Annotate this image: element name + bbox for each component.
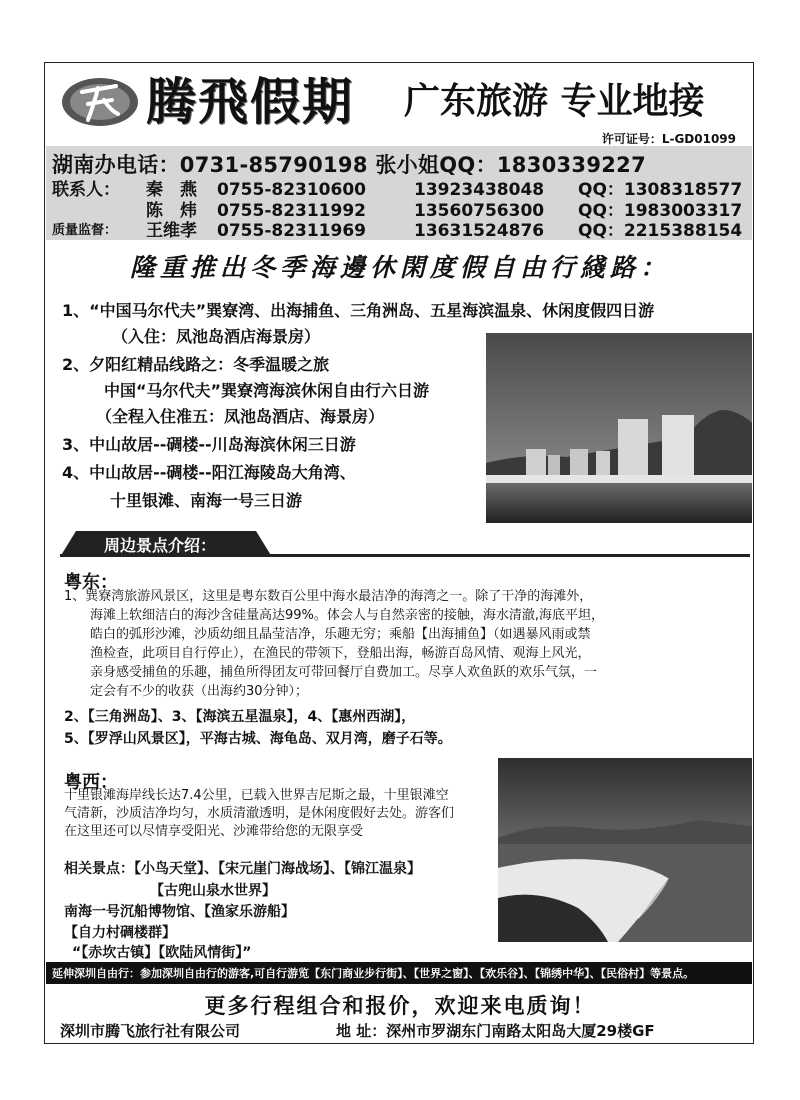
hunan-office-phone: 湖南办电话：0731-85790198 张小姐QQ：1830339227 — [52, 153, 646, 177]
contact-tel: 0755-82311969 — [217, 221, 366, 241]
call-to-action: 更多行程组合和报价，欢迎来电质询！ — [204, 993, 596, 1018]
route-item: 中国“马尔代夫”巽寮湾海滨休闲自由行六日游 — [104, 381, 430, 400]
route-item: 十里银滩、南海一号三日游 — [110, 491, 303, 510]
paragraph-line: 1、巽寮湾旅游风景区，这里是粤东数百公里中海水最洁净的海湾之一。除了干净的海滩外， — [64, 589, 593, 604]
paragraph-line: 渔检查，此项目自行停止），在渔民的带领下，登船出海，畅游百岛风情、观海上风光， — [90, 646, 591, 661]
spots-line: 【自力村碉楼群】 — [64, 925, 176, 941]
brand-name: 腾飛假期 — [146, 72, 354, 131]
route-item: （入住：凤池岛酒店海景房） — [112, 327, 321, 346]
spots-line: 相关景点：【小鸟天堂】、【宋元崖门海战场】、【锦江温泉】 — [64, 861, 421, 877]
promo-banner: 隆重推出冬季海邊休閑度假自由行綫路： — [129, 253, 670, 282]
contact-mobile: 13923438048 — [414, 180, 545, 200]
contact-qq: QQ：1983003317 — [578, 201, 743, 221]
contact-mobile: 13631524876 — [414, 221, 545, 241]
contact-qq: QQ：2215388154 — [578, 221, 743, 241]
beach-hotel-photo — [486, 333, 752, 523]
contact-mobile: 13560756300 — [414, 201, 545, 221]
paragraph-line: 定会有不少的收获（出海约30分钟）； — [90, 684, 309, 699]
contact-label: 联系人： — [52, 180, 120, 200]
spots-line: 【古兜山泉水世界】 — [150, 883, 276, 899]
region-title-yuexi: 粤西： — [64, 772, 118, 793]
route-item: 3、中山故居--碉楼--川岛海滨休闲三日游 — [62, 435, 356, 454]
spots-line: 2、【三角洲岛】、3、【海滨五星温泉】，4、【惠州西湖】， — [64, 709, 416, 725]
silver-beach-photo — [498, 758, 752, 942]
paragraph-line: 十里银滩海岸线长达7.4公里，已载入世界吉尼斯之最，十里银滩空 — [64, 788, 449, 803]
paragraph-line: 气清新，沙质洁净均匀，水质清澈透明，是休闲度假好去处。游客们 — [64, 806, 455, 821]
license-number: 许可证号：L-GD01099 — [601, 132, 736, 146]
spots-line: 南海一号沉船博物馆、【渔家乐游船】 — [64, 904, 295, 920]
company-address: 地 址：深州市罗湖东门南路太阳岛大厦29楼GF — [336, 1022, 655, 1040]
spots-line: “【赤坎古镇】【欧陆风情街】” — [72, 945, 252, 961]
company-name: 深圳市腾飞旅行社有限公司 — [60, 1022, 241, 1040]
contact-qq: QQ：1308318577 — [578, 180, 743, 200]
contact-name: 秦 燕 — [146, 180, 197, 200]
slogan: 广东旅游 专业地接 — [404, 81, 705, 122]
region-title-yuedong: 粤东： — [64, 572, 118, 593]
contact-name: 陈 炜 — [146, 201, 197, 221]
paragraph-line: 皓白的弧形沙滩，沙质幼细且晶莹洁净，乐趣无穷；乘船【出海捕鱼】（如遇暴风雨或禁 — [90, 627, 591, 642]
contact-tel: 0755-82310600 — [217, 180, 366, 200]
paragraph-line: 海滩上软细洁白的海沙含硅量高达99%。体会人与自然亲密的接触，海水清澈,海底平坦， — [90, 608, 605, 623]
route-item: 4、中山故居--碉楼--阳江海陵岛大角湾、 — [62, 463, 356, 482]
contact-name: 王维孝 — [146, 221, 197, 241]
section-title: 周边景点介绍： — [104, 536, 217, 555]
route-item: 1、“中国马尔代夫”巽寮湾、出海捕鱼、三角洲岛、五星海滨温泉、休闲度假四日游 — [62, 301, 655, 320]
contact-tel: 0755-82311992 — [217, 201, 366, 221]
route-item: （全程入住准五：凤池岛酒店、海景房） — [96, 407, 385, 426]
route-item: 2、夕阳红精品线路之：冬季温暖之旅 — [62, 355, 330, 374]
paragraph-line: 在这里还可以尽情享受阳光、沙滩带给您的无限享受 — [64, 824, 364, 839]
spots-line: 5、【罗浮山风景区】，平海古城、海龟岛、双月湾，磨子石等。 — [64, 731, 452, 747]
paragraph-line: 亲身感受捕鱼的乐趣，捕鱼所得团友可带回餐厅自费加工。尽享人欢鱼跃的欢乐气氛，一 — [90, 665, 598, 680]
brand-logo-icon — [58, 74, 142, 130]
contact-label: 质量监督： — [52, 223, 118, 238]
extension-text: 延伸深圳自由行：参加深圳自由行的游客,可自行游览【东门商业步行街】、【世界之窗】、【欢乐谷】、【锦绣中华】、【民俗村】等景点。 — [52, 967, 695, 980]
